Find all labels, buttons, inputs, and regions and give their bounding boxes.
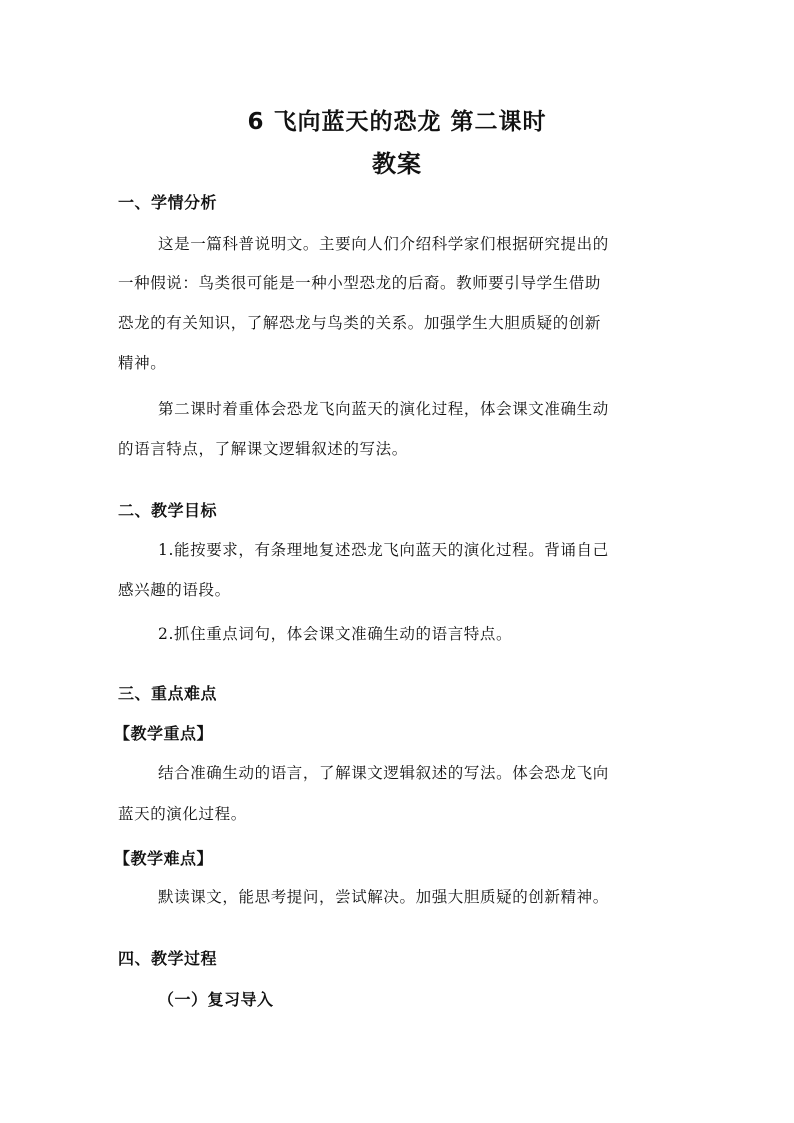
paragraph-line: 蓝天的演化过程。 (118, 805, 247, 823)
paragraph-line: 这是一篇科普说明文。主要向人们介绍科学家们根据研究提出的 (158, 235, 609, 253)
subsection-heading: （一）复习导入 (158, 990, 274, 1009)
paragraph-line: 第二课时着重体会恐龙飞向蓝天的演化过程，体会课文准确生动 (158, 400, 609, 418)
section-heading-analysis: 一、学情分析 (118, 193, 218, 212)
paragraph-line: 结合准确生动的语言，了解课文逻辑叙述的写法。体会恐龙飞向 (158, 764, 609, 782)
section-heading-process: 四、教学过程 (118, 949, 218, 968)
document-subtitle: 教案 (372, 150, 422, 178)
paragraph-line: 2.抓住重点词句，体会课文准确生动的语言特点。 (158, 625, 513, 643)
paragraph-line: 1.能按要求，有条理地复述恐龙飞向蓝天的演化过程。背诵自己 (158, 541, 609, 559)
paragraph-line: 一种假说：鸟类很可能是一种小型恐龙的后裔。教师要引导学生借助 (118, 274, 602, 292)
section-heading-goals: 二、教学目标 (118, 501, 218, 520)
paragraph-line: 感兴趣的语段。 (118, 581, 231, 599)
document-title: 6 飞向蓝天的恐龙 第二课时 (247, 109, 547, 135)
difficulty-label: 【教学难点】 (114, 849, 214, 868)
paragraph-line: 默读课文，能思考提问，尝试解决。加强大胆质疑的创新精神。 (158, 888, 609, 906)
paragraph-line: 精神。 (118, 354, 167, 372)
paragraph-line: 的语言特点，了解课文逻辑叙述的写法。 (118, 440, 408, 458)
key-point-label: 【教学重点】 (114, 724, 214, 743)
section-heading-key-points: 三、重点难点 (118, 684, 218, 703)
paragraph-line: 恐龙的有关知识，了解恐龙与鸟类的关系。加强学生大胆质疑的创新 (118, 314, 602, 332)
